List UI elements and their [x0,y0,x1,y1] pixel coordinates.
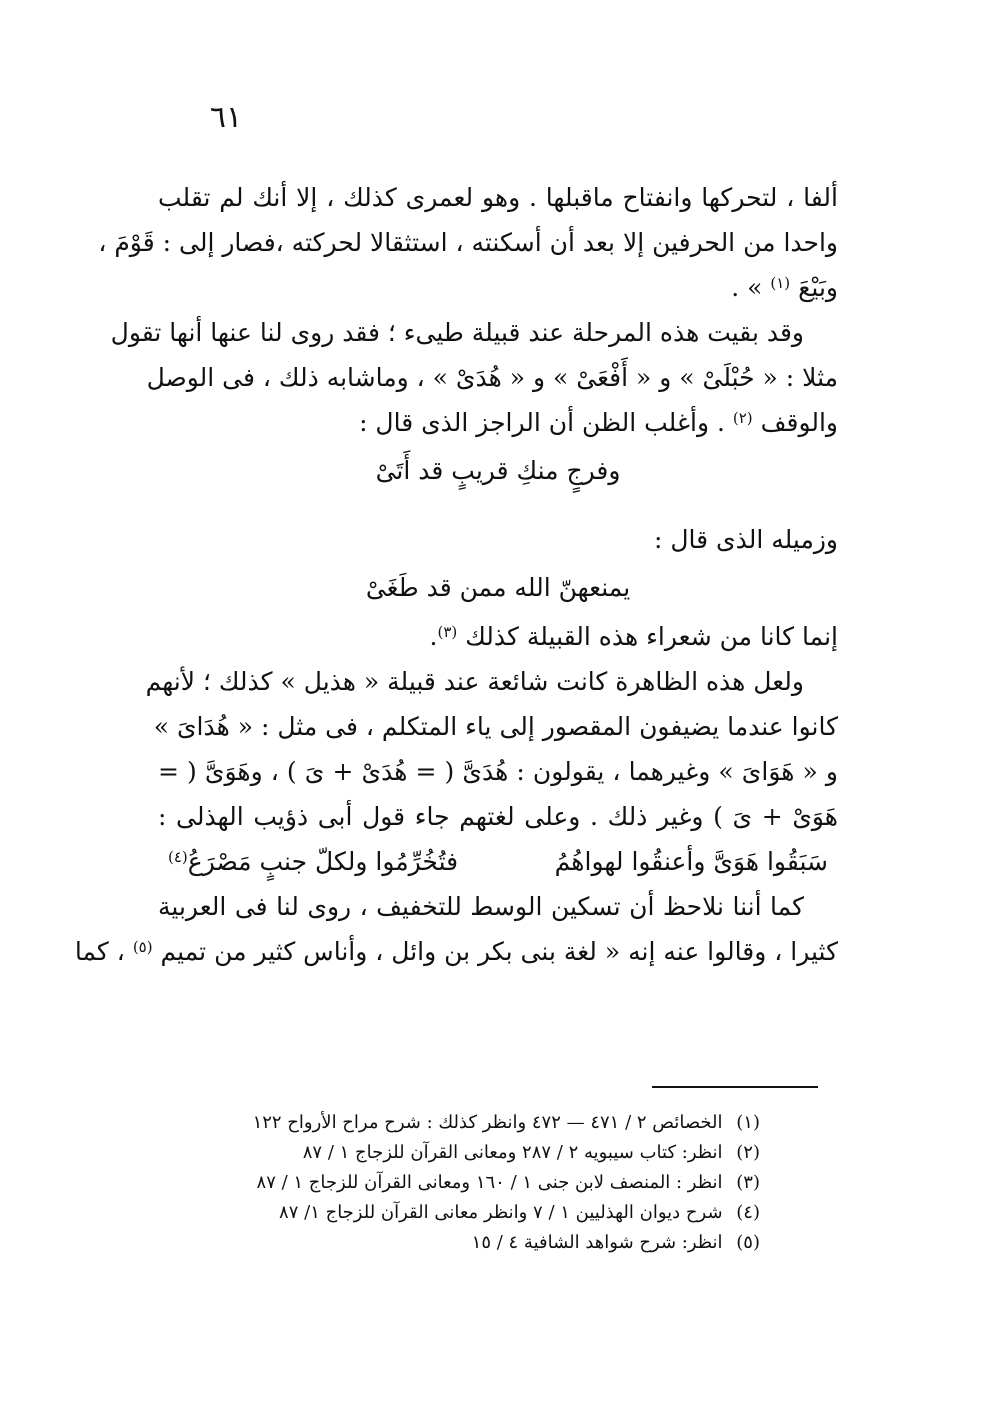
footnote-2 [150,1138,760,1168]
verse-3-hemistich-2: فتُخُرِّمُوا ولكلّ جنبٍ مَصْرَعُ [187,847,459,876]
paragraph-4-tail: . [429,622,438,651]
paragraph-1-line-3-text: وبَيْعَ [798,273,838,302]
paragraph-2-line-1: وقد بقيت هذه المرحلة عند قبيلة طيىء ؛ فقد روى لنا عنها أنها تقول [110,318,804,347]
footnote-ref-2: (٢) [732,409,753,427]
footnote-4-text: شرح ديوان الهذليين ١ / ٧ وانظر معانى القرآن للزجاج ١/ ٨٧ [279,1202,723,1223]
paragraph-6-line-2-end: ، كما [74,937,125,966]
paragraph-5-line-3: و « هَوَاىَ » وغيرهما ، يقولون : هُدَىَّ ( = هُدَىْ + ىَ ) ، وهَوَىَّ ( = [158,757,838,786]
paragraph-2-line-3-start: والوقف [760,408,838,437]
footnotes [150,1108,760,1258]
paragraph-4-text: إنما كانا من شعراء هذه القبيلة كذلك [465,622,838,651]
footnote-2-number: (٢) [736,1142,760,1163]
footnote-ref-3: (٣) [437,623,458,641]
footnote-3-text: انظر : المنصف لابن جنى ١ / ١٦٠ ومعانى القرآن للزجاج ١ / ٨٧ [256,1172,723,1193]
paragraph-6-line-2 [74,929,838,974]
paragraph-6-line-2-start: كثيرا ، وقالوا عنه إنه « لغة بنى بكر بن وائل ، وأناس كثير من تميم [160,937,838,966]
paragraph-2-line-3 [158,400,838,445]
body-text [74,175,838,974]
footnote-1 [150,1108,760,1138]
paragraph-2-line-3-end: . وأغلب الظن أن الراجز الذى قال : [359,408,725,437]
footnote-5-number: (٥) [736,1232,760,1253]
footnote-1-number: (١) [736,1112,760,1133]
footnote-1-text: الخصائص ٢ / ٤٧١ — ٤٧٢ وانظر كذلك : شرح مراح الأرواح ١٢٢ [252,1112,723,1133]
verse-3-hemistich-2-wrap [168,839,458,884]
footnote-ref-5: (٥) [132,938,153,956]
paragraph-3: وزميله الذى قال : [653,525,838,554]
verse-3 [158,839,838,884]
page-number: ٦١ [209,100,243,135]
footnote-3-number: (٣) [736,1172,760,1193]
paragraph-2-line-2: مثلا : « حُبْلَىْ » و « أَفْعَىْ » و « هُدَىْ » ، وماشابه ذلك ، فى الوصل [146,363,838,392]
paragraph-1-tail: » . [731,273,763,302]
footnote-5 [150,1228,760,1258]
footnote-2-text: انظر: كتاب سيبويه ٢ / ٢٨٧ ومعانى القرآن للزجاج ١ / ٨٧ [302,1142,723,1163]
verse-3-hemistich-1: سَبَقُوا هَوَىَّ وأعنقُوا لهواهُمُ [554,847,828,876]
paragraph-1-line-2: واحدا من الحرفين إلا بعد أن أسكنته ، استثقالا لحركته ،فصار إلى : قَوْمَ ، [98,228,838,257]
paragraph-5-line-4: هَوَىْ + ىَ ) وغير ذلك . وعلى لغتهم جاء قول أبى ذؤيب الهذلى : [158,802,838,831]
footnote-ref-1: (١) [770,274,791,292]
paragraph-5-line-1: ولعل هذه الظاهرة كانت شائعة عند قبيلة « هذيل » كذلك ؛ لأنهم [145,667,804,696]
verse-2: يمنعهنّ الله ممن قد طَغَىْ [365,573,631,602]
paragraph-1-line-3 [158,265,838,310]
paragraph-5-line-2: كانوا عندما يضيفون المقصور إلى ياء المتكلم ، فى مثل : « هُدَاىَ » [153,712,838,741]
footnote-divider [652,1086,818,1088]
footnote-ref-4: (٤) [168,848,188,866]
paragraph-4 [158,614,838,659]
footnote-3 [150,1168,760,1198]
footnote-4 [150,1198,760,1228]
verse-1: وفرجٍ منكِ قريبٍ قد أَتَىْ [375,456,621,485]
paragraph-6-line-1: كما أننا نلاحظ أن تسكين الوسط للتخفيف ، روى لنا فى العربية [158,892,804,921]
paragraph-1-line-1: ألفا ، لتحركها وانفتاح ماقبلها . وهو لعمرى كذلك ، إلا أنك لم تقلب [158,183,838,212]
footnote-5-text: انظر: شرح شواهد الشافية ٤ / ١٥ [471,1232,723,1253]
footnote-4-number: (٤) [736,1202,760,1223]
